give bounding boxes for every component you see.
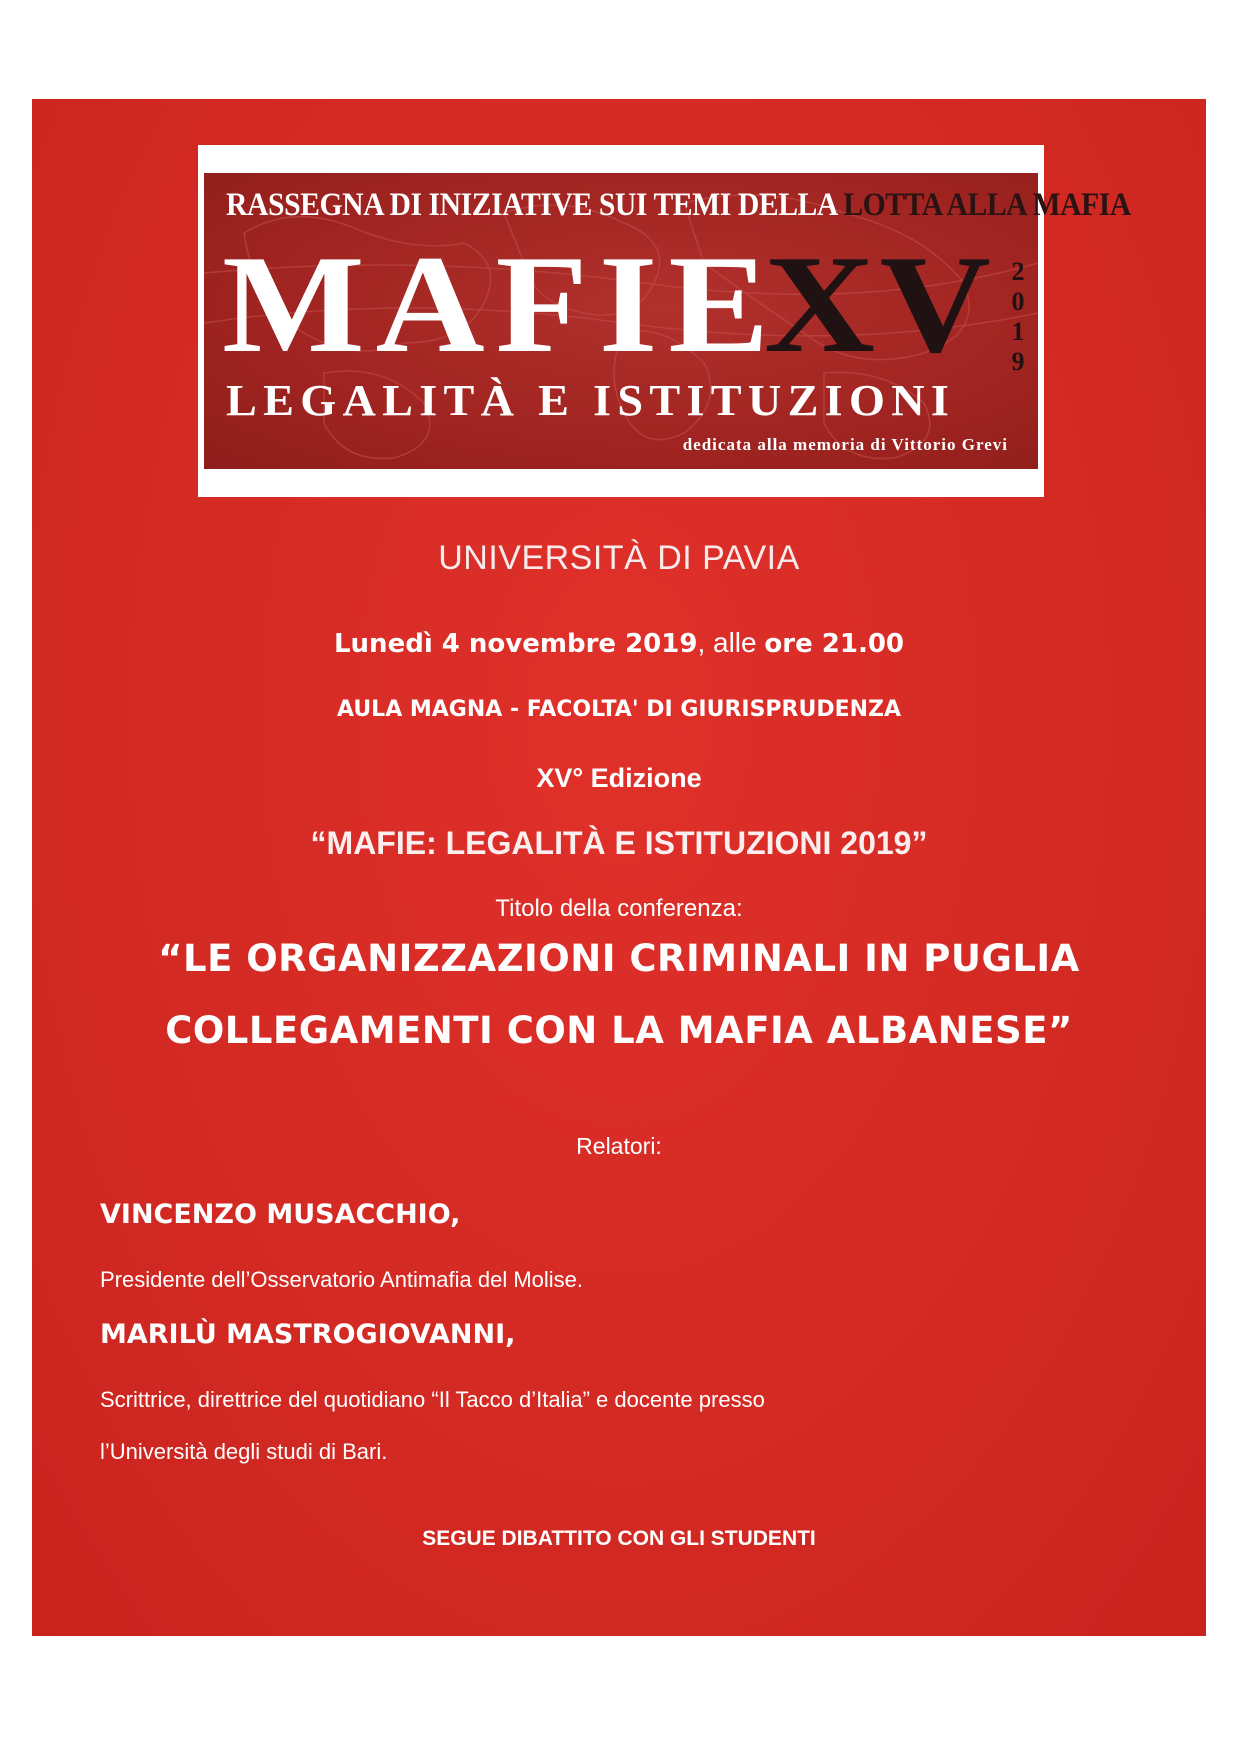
date-connector: , alle: [697, 627, 757, 658]
banner-top-line: [226, 187, 1131, 224]
speaker-2-name: MARILÙ MASTROGIOVANNI,: [100, 1319, 516, 1350]
speakers-label: Relatori:: [576, 1133, 662, 1159]
banner: [204, 173, 1131, 469]
conference-title-line2: COLLEGAMENTI CON LA MAFIA ALBANESE”: [165, 1009, 1073, 1052]
banner-xv: XV: [764, 227, 996, 382]
university-name: UNIVERSITÀ DI PAVIA: [438, 539, 800, 577]
event-time: ore 21.00: [764, 629, 905, 659]
speaker-1-description: Presidente dell’Osservatorio Antimafia del Molise.: [100, 1267, 584, 1292]
speaker-2-description-line2: l’Università degli studi di Bari.: [100, 1439, 388, 1464]
event-venue: AULA MAGNA - FACOLTA' DI GIURISPRUDENZA: [336, 697, 902, 722]
conference-title-line1: “LE ORGANIZZAZIONI CRIMINALI IN PUGLIA: [158, 937, 1080, 980]
edition-label: XV° Edizione: [536, 763, 702, 793]
banner-mafie: MAFIE: [222, 227, 780, 382]
conference-label: Titolo della conferenza:: [495, 895, 743, 922]
banner-year: 2019: [1011, 257, 1025, 376]
closing-note: SEGUE DIBATTITO CON GLI STUDENTI: [422, 1527, 816, 1550]
speaker-2-description-line1: Scrittrice, direttrice del quotidiano “Il Tacco d’Italia” e docente presso: [100, 1387, 765, 1412]
poster: [32, 99, 1206, 1636]
event-date: Lunedì 4 novembre 2019: [333, 629, 698, 659]
speaker-1-name: VINCENZO MUSACCHIO,: [100, 1199, 461, 1230]
banner-legalita: LEGALITÀ E ISTITUZIONI: [226, 376, 956, 425]
series-title: “MAFIE: LEGALITÀ E ISTITUZIONI 2019”: [310, 825, 928, 861]
banner-top-line-white: RASSEGNA DI INIZIATIVE SUI TEMI DELLA: [226, 187, 837, 223]
banner-top-line-dark: LOTTA ALLA MAFIA: [843, 187, 1131, 223]
banner-dedication: dedicata alla memoria di Vittorio Grevi: [682, 435, 1008, 454]
date-line: [32, 627, 1206, 659]
